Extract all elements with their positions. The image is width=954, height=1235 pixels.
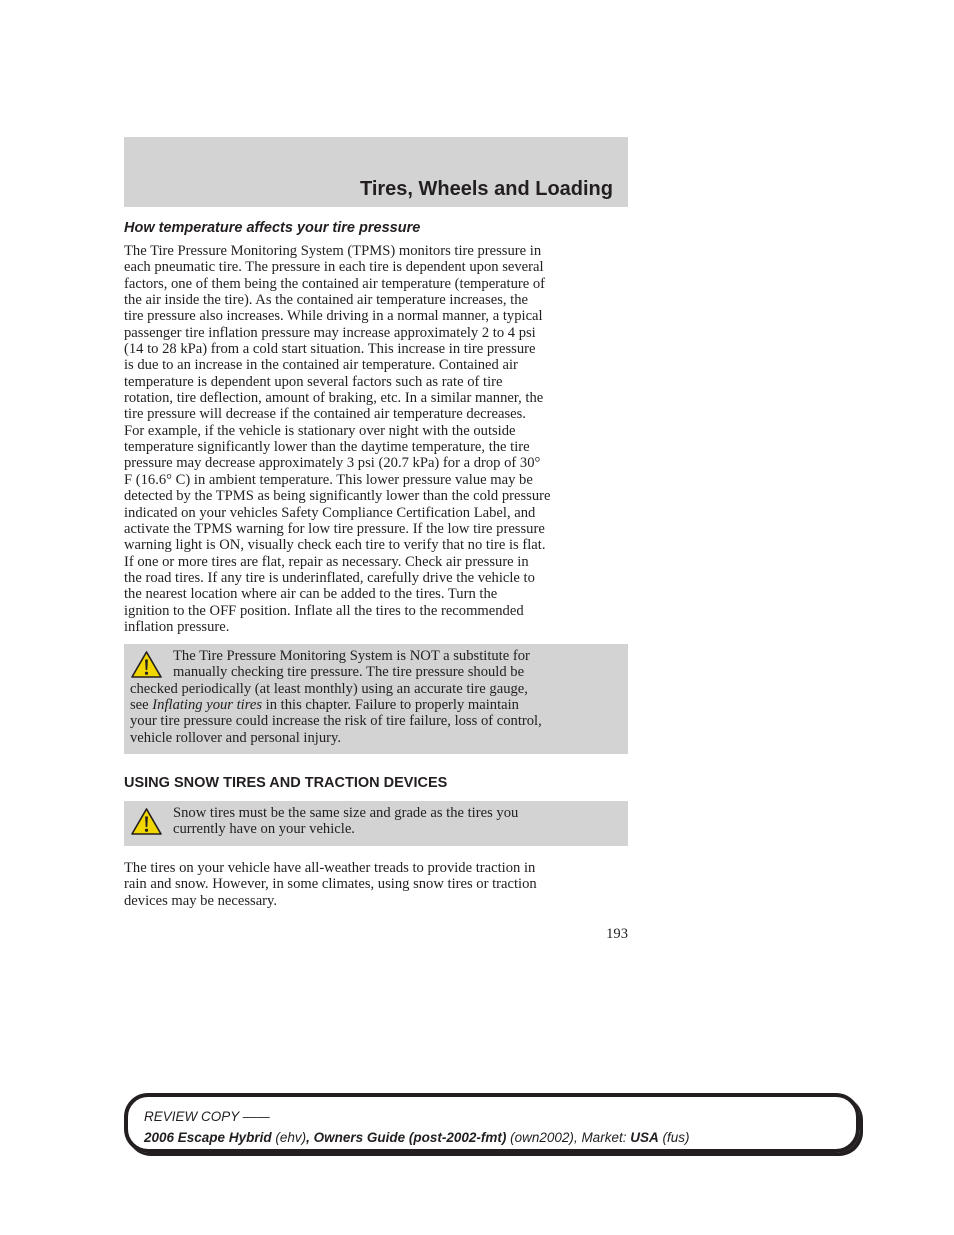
- model-name: 2006 Escape Hybrid: [144, 1130, 272, 1145]
- paragraph-line: passenger tire inflation pressure may increase approximately 2 to 4 psi: [124, 324, 536, 341]
- snow-tires-warning-text: [130, 805, 518, 838]
- paragraph-line: ignition to the OFF position. Inflate all the tires to the recommended: [124, 602, 524, 619]
- review-copy-label: REVIEW COPY ——: [144, 1109, 270, 1124]
- paragraph-line: F (16.6° C) in ambient temperature. This lower pressure value may be: [124, 471, 533, 488]
- guide-code: (own2002): [506, 1130, 574, 1145]
- header-band: [124, 137, 628, 207]
- paragraph-line: the nearest location where air can be added to the tires. Turn the: [124, 586, 498, 603]
- paragraph-line: factors, one of them being the contained air temperature (temperature of: [124, 275, 546, 292]
- paragraph-line: the road tires. If any tire is underinflated, carefully drive the vehicle to: [124, 569, 535, 586]
- warning-line-suffix: in this chapter. Failure to properly maintain: [262, 697, 519, 714]
- tpms-warning-text: [130, 648, 542, 746]
- paragraph-line: (14 to 28 kPa) from a cold start situation. This increase in tire pressure: [124, 341, 536, 358]
- paragraph-line: tire pressure also increases. While driving in a normal manner, a typical: [124, 308, 543, 325]
- market-label: , Market:: [573, 1130, 631, 1145]
- paragraph-line: is due to an increase in the contained air temperature. Contained air: [124, 357, 518, 374]
- paragraph-line: warning light is ON, visually check each tire to verify that no tire is flat.: [124, 537, 546, 554]
- market-code: (fus): [658, 1130, 690, 1145]
- paragraph-line: each pneumatic tire. The pressure in each tire is dependent upon several: [124, 259, 544, 276]
- paragraph-line: The tires on your vehicle have all-weather treads to provide traction in: [124, 860, 536, 876]
- inflating-your-tires-reference: Inflating your tires: [152, 697, 263, 714]
- warning-line: currently have on your vehicle.: [173, 821, 355, 838]
- warning-line: manually checking tire pressure. The tire pressure should be: [173, 664, 525, 681]
- paragraph-line: temperature is dependent upon several factors such as rate of tire: [124, 373, 503, 390]
- section-subheading: How temperature affects your tire pressure: [124, 220, 421, 236]
- warning-line: [130, 697, 542, 713]
- snow-tires-paragraph: [124, 860, 630, 909]
- chapter-title: Tires, Wheels and Loading: [359, 178, 613, 200]
- paragraph-line: tire pressure will decrease if the contained air temperature decreases.: [124, 406, 526, 423]
- paragraph-line: inflation pressure.: [124, 618, 230, 635]
- paragraph-line: activate the TPMS warning for low tire pressure. If the low tire pressure: [124, 520, 545, 537]
- separator: ,: [306, 1130, 314, 1145]
- paragraph-line: temperature significantly lower than the daytime temperature, the tire: [124, 439, 530, 456]
- paragraph-line: the air inside the tire). As the contained air temperature increases, the: [124, 292, 528, 309]
- warning-line: checked periodically (at least monthly) using an accurate tire gauge,: [130, 680, 528, 697]
- paragraph-line: rotation, tire deflection, amount of braking, etc. In a similar manner, the: [124, 390, 544, 407]
- paragraph-line: If one or more tires are flat, repair as necessary. Check air pressure in: [124, 553, 529, 570]
- paragraph-line: rain and snow. However, in some climates, using snow tires or traction: [124, 876, 537, 893]
- paragraph-line: The Tire Pressure Monitoring System (TPMS) monitors tire pressure in: [124, 243, 542, 259]
- review-copy-footer: [124, 1093, 860, 1153]
- snow-tires-warning-box: [124, 801, 628, 846]
- paragraph-line: pressure may decrease approximately 3 psi (20.7 kPa) for a drop of 30°: [124, 455, 541, 472]
- snow-tires-heading: USING SNOW TIRES AND TRACTION DEVICES: [124, 775, 448, 791]
- temperature-paragraph: [124, 243, 630, 635]
- warning-line-prefix: see: [130, 697, 153, 714]
- warning-line: Snow tires must be the same size and grade as the tires you: [173, 805, 519, 821]
- paragraph-line: devices may be necessary.: [124, 892, 278, 909]
- model-code: (ehv): [271, 1130, 307, 1145]
- paragraph-line: For example, if the vehicle is stationary over night with the outside: [124, 422, 516, 439]
- warning-line: vehicle rollover and personal injury.: [130, 729, 341, 746]
- market-name: USA: [630, 1130, 659, 1145]
- paragraph-line: indicated on your vehicles Safety Compliance Certification Label, and: [124, 504, 536, 521]
- paragraph-line: detected by the TPMS as being significantly lower than the cold pressure: [124, 488, 551, 505]
- page-number: 193: [606, 926, 628, 942]
- guide-name: Owners Guide (post-2002-fmt): [313, 1130, 507, 1145]
- warning-line: The Tire Pressure Monitoring System is NOT a substitute for: [173, 648, 530, 664]
- warning-line: your tire pressure could increase the risk of tire failure, loss of control,: [130, 713, 542, 730]
- document-identifier: [144, 1130, 689, 1145]
- tpms-warning-box: [124, 644, 628, 754]
